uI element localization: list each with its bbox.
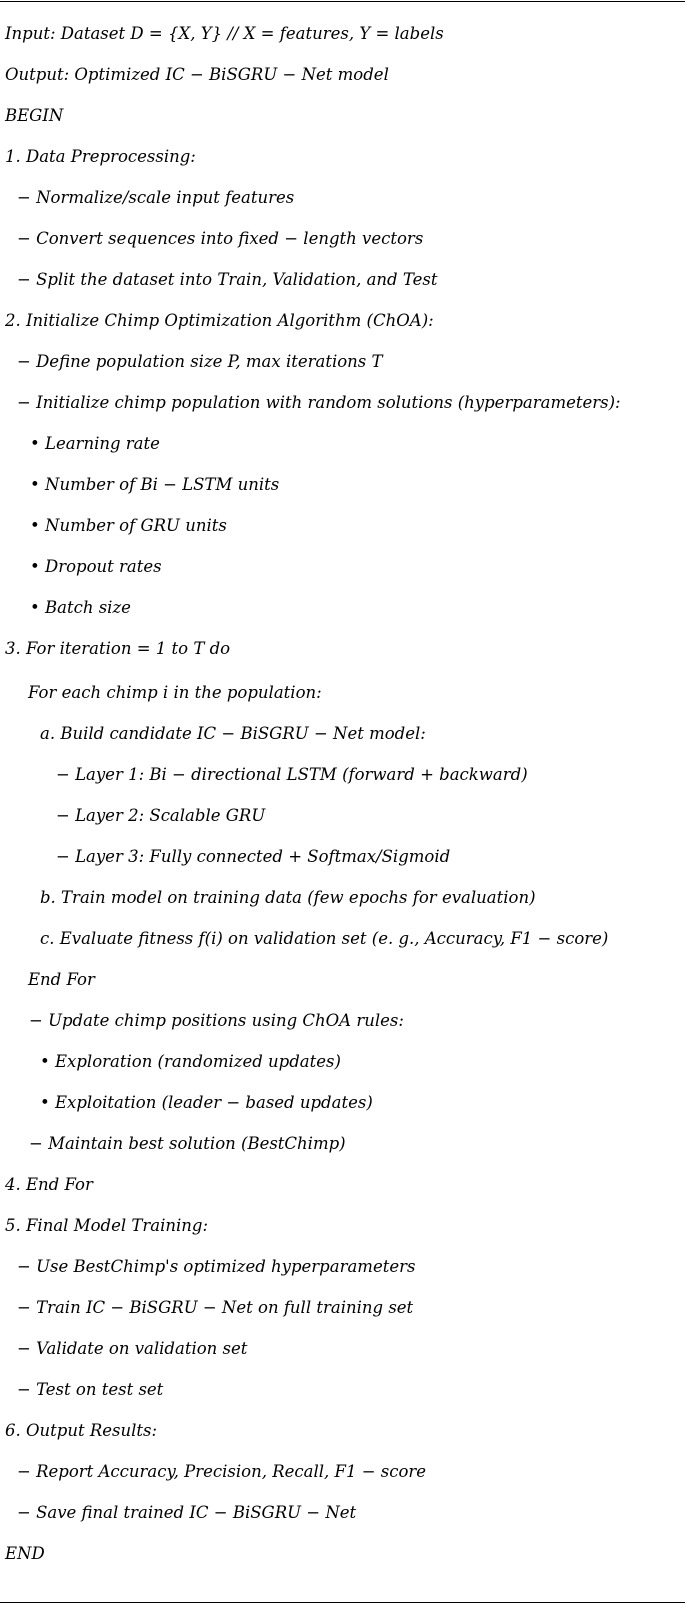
line-text: − Normalize/scale input features [17,188,295,207]
line-text: Dropout rates [45,557,162,576]
line-text: 1. Data Preprocessing: [5,147,196,166]
bullet-icon: • [30,557,40,576]
algorithm-line [17,393,621,413]
algorithm-line [40,929,608,949]
line-text: 5. Final Model Training: [5,1216,209,1235]
algorithm-line [40,888,536,908]
bullet-icon: • [30,434,40,453]
line-text: END [5,1544,45,1563]
algorithm-line [5,1421,157,1441]
line-text: − Convert sequences into fixed − length vectors [17,229,424,248]
algorithm-line [5,639,230,659]
line-text: 2. Initialize Chimp Optimization Algorithm (ChOA): [5,311,434,330]
algorithm-line [5,1175,93,1195]
line-text: c. Evaluate fitness f(i) on validation set (e. g., Accuracy, F1 − score) [40,929,609,948]
line-text: 4. End For [5,1175,93,1194]
algorithm-line [56,847,450,867]
algorithm-line [17,1339,247,1359]
line-text: Input: Dataset D = {X, Y} // X = features, Y = labels [5,24,444,43]
line-text: − Train IC − BiSGRU − Net on full training set [17,1298,414,1317]
line-text: − Validate on validation set [17,1339,248,1358]
line-text: a. Build candidate IC − BiSGRU − Net model: [40,724,426,743]
line-text: − Update chimp positions using ChOA rules: [29,1011,404,1030]
line-text: Batch size [45,598,131,617]
bullet-icon: • [30,516,40,535]
line-text: 3. For iteration = 1 to T do [5,639,231,658]
line-text: Learning rate [45,434,160,453]
line-text: − Layer 3: Fully connected + Softmax/Sigmoid [56,847,451,866]
algorithm-line [5,65,389,85]
algorithm-bullet-item [30,598,131,618]
bullet-icon: • [30,475,40,494]
algorithm-line [17,1503,356,1523]
algorithm-line [5,147,196,167]
algorithm-line [28,970,95,990]
line-text: End For [28,970,95,989]
algorithm-line [17,1298,413,1318]
algorithm-line [17,352,383,372]
line-text: − Maintain best solution (BestChimp) [29,1134,346,1153]
algorithm-line [29,1134,346,1154]
algorithm-bullet-item [40,1093,373,1113]
line-text: − Report Accuracy, Precision, Recall, F1 − score [17,1462,427,1481]
algorithm-line [40,724,426,744]
algorithm-line [56,765,528,785]
line-text: − Test on test set [17,1380,164,1399]
algorithm-line [5,24,444,44]
line-text: − Initialize chimp population with random solutions (hyperparameters): [17,393,621,412]
line-text: − Define population size P, max iterations T [17,352,383,371]
algorithm-line [17,188,294,208]
algorithm-bullet-item [30,516,227,536]
algorithm-line [17,1257,415,1277]
algorithm-line [17,1380,163,1400]
algorithm-bullet-item [40,1052,341,1072]
line-text: Output: Optimized IC − BiSGRU − Net model [5,65,389,84]
line-text: Exploitation (leader − based updates) [55,1093,373,1112]
algorithm-bullet-item [30,557,162,577]
top-rule [0,1,685,2]
algorithm-line [17,229,423,249]
line-text: 6. Output Results: [5,1421,158,1440]
algorithm-line [5,311,434,331]
algorithm-line [17,1462,426,1482]
algorithm-line [5,106,63,126]
line-text: For each chimp i in the population: [28,683,322,702]
algorithm-line [17,270,437,290]
algorithm-bullet-item [30,434,160,454]
line-text: − Layer 1: Bi − directional LSTM (forward + backward) [56,765,528,784]
bottom-rule [0,1602,685,1603]
line-text: Exploration (randomized updates) [55,1052,341,1071]
bullet-icon: • [40,1093,50,1112]
line-text: − Save final trained IC − BiSGRU − Net [17,1503,357,1522]
algorithm-line [5,1216,208,1236]
line-text: − Use BestChimp's optimized hyperparameters [17,1257,416,1276]
line-text: b. Train model on training data (few epochs for evaluation) [40,888,536,907]
line-text: Number of GRU units [45,516,227,535]
line-text: − Layer 2: Scalable GRU [56,806,266,825]
algorithm-line [28,683,322,703]
algorithm-line [5,1544,45,1564]
algorithm-bullet-item [30,475,279,495]
line-text: BEGIN [5,106,64,125]
line-text: Number of Bi − LSTM units [45,475,280,494]
bullet-icon: • [30,598,40,617]
line-text: − Split the dataset into Train, Validation, and Test [17,270,438,289]
bullet-icon: • [40,1052,50,1071]
algorithm-line [56,806,265,826]
algorithm-line [29,1011,404,1031]
